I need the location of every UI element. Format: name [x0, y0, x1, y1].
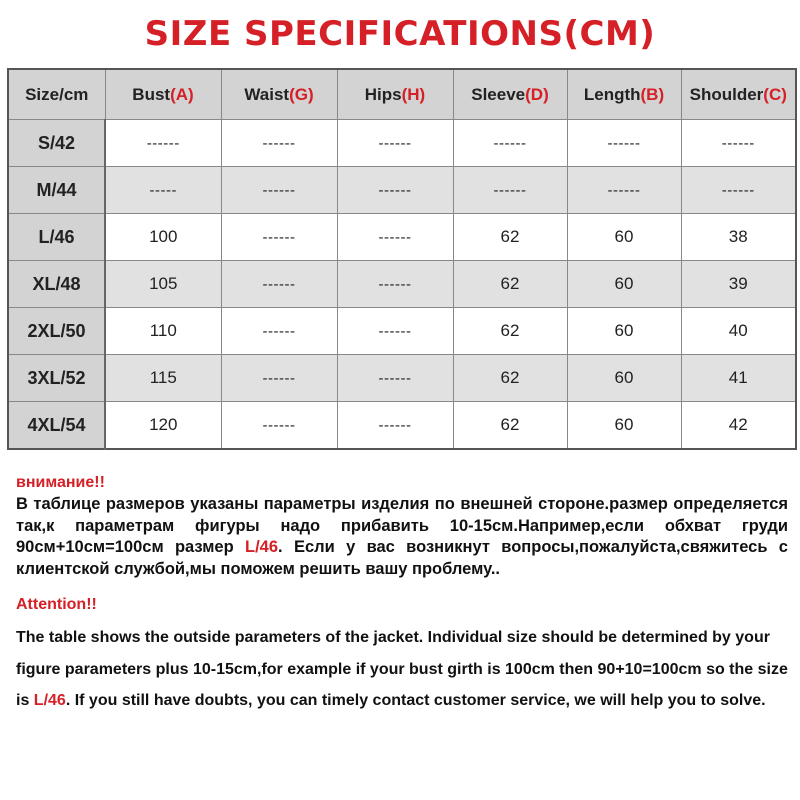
- table-cell: 115: [105, 355, 221, 402]
- column-header-code: (G): [289, 84, 314, 104]
- table-cell: ------: [337, 261, 453, 308]
- table-cell: ------: [453, 120, 567, 167]
- table-cell: 41: [681, 355, 796, 402]
- table-cell: ------: [337, 308, 453, 355]
- table-cell: 42: [681, 402, 796, 450]
- table-cell: ------: [221, 120, 337, 167]
- size-label-cell: S/42: [8, 120, 105, 167]
- table-row: [8, 355, 796, 402]
- column-header: [681, 69, 796, 120]
- table-cell: 39: [681, 261, 796, 308]
- table-row: [8, 402, 796, 450]
- size-label-cell: 4XL/54: [8, 402, 105, 450]
- table-cell: ------: [337, 167, 453, 214]
- table-cell: 40: [681, 308, 796, 355]
- table-cell: ------: [681, 120, 796, 167]
- table-cell: ------: [681, 167, 796, 214]
- column-header-code: (A): [170, 84, 194, 104]
- table-row: [8, 308, 796, 355]
- size-label-cell: XL/48: [8, 261, 105, 308]
- table-cell: ------: [567, 167, 681, 214]
- en-warning-heading: Attention!!: [16, 596, 97, 613]
- table-cell: ------: [453, 167, 567, 214]
- table-cell: ------: [567, 120, 681, 167]
- table-cell: 60: [567, 308, 681, 355]
- table-cell: ------: [221, 261, 337, 308]
- ru-warning-heading: внимание!!: [16, 474, 105, 491]
- column-header-label: Length: [583, 84, 641, 104]
- table-row: [8, 261, 796, 308]
- table-cell: ------: [337, 402, 453, 450]
- column-header-label: Bust: [132, 84, 171, 104]
- ru-note-part-2: . Если у вас возникнут вопросы,пожалуйста,свяжитесь с клиентской службой,мы поможем решить вашу проблему..: [16, 538, 788, 578]
- en-note-part-2: . If you still have doubts, you can timely contact customer service, we will help you to solve.: [65, 692, 766, 709]
- table-cell: 110: [105, 308, 221, 355]
- table-cell: ------: [221, 355, 337, 402]
- table-row: [8, 120, 796, 167]
- table-cell: ------: [337, 120, 453, 167]
- en-note-text: [16, 622, 788, 717]
- ru-note-text: [16, 494, 788, 580]
- column-header: [221, 69, 337, 120]
- column-header-label: Size/cm: [25, 84, 89, 104]
- table-cell: ------: [105, 120, 221, 167]
- table-cell: 60: [567, 355, 681, 402]
- column-header-code: (D): [525, 84, 549, 104]
- column-header: [567, 69, 681, 120]
- table-cell: ------: [221, 214, 337, 261]
- column-header: [337, 69, 453, 120]
- table-cell: ------: [221, 167, 337, 214]
- notes-section: [16, 472, 788, 717]
- table-cell: 60: [567, 402, 681, 450]
- table-cell: 62: [453, 402, 567, 450]
- size-label-cell: 3XL/52: [8, 355, 105, 402]
- table-cell: ------: [337, 214, 453, 261]
- table-cell: 62: [453, 355, 567, 402]
- column-header-label: Waist: [244, 84, 290, 104]
- size-label-cell: L/46: [8, 214, 105, 261]
- column-header: [453, 69, 567, 120]
- column-header-label: Sleeve: [471, 84, 526, 104]
- table-cell: ------: [337, 355, 453, 402]
- ru-note-part-1: В таблице размеров указаны параметры изделия по внешней стороне.размер определяется так,к параметрам фигуры надо прибавить 10-15см.Например,если обхват груди 90см+10см=100см размер: [16, 495, 788, 556]
- column-header: [105, 69, 221, 120]
- table-cell: 120: [105, 402, 221, 450]
- table-cell: 60: [567, 261, 681, 308]
- en-note-part-1: The table shows the outside parameters of the jacket. Individual size should be determined by your figure parameters plus 10-15cm,for example if your bust girth is 100cm then 90+10=100cm so the size is: [16, 629, 788, 709]
- column-header-code: (B): [640, 84, 665, 104]
- table-cell: -----: [105, 167, 221, 214]
- table-cell: 62: [453, 308, 567, 355]
- table-row: [8, 214, 796, 261]
- page-title: SIZE SPECIFICATIONS(CM): [144, 14, 656, 54]
- header-row: [8, 69, 796, 120]
- size-label-cell: 2XL/50: [8, 308, 105, 355]
- column-header: [8, 69, 105, 120]
- en-size-highlight: L/46: [33, 692, 66, 709]
- table-cell: 62: [453, 261, 567, 308]
- table-cell: 60: [567, 214, 681, 261]
- table-cell: ------: [221, 402, 337, 450]
- table-cell: 100: [105, 214, 221, 261]
- size-label-cell: M/44: [8, 167, 105, 214]
- column-header-code: (C): [763, 84, 787, 104]
- table-cell: ------: [221, 308, 337, 355]
- size-chart-table: [7, 68, 797, 450]
- ru-size-highlight: L/46: [245, 538, 279, 556]
- column-header-code: (H): [401, 84, 426, 104]
- column-header-label: Hips: [364, 84, 402, 104]
- table-cell: 105: [105, 261, 221, 308]
- column-header-label: Shoulder: [689, 84, 764, 104]
- table-cell: 38: [681, 214, 796, 261]
- table-row: [8, 167, 796, 214]
- table-cell: 62: [453, 214, 567, 261]
